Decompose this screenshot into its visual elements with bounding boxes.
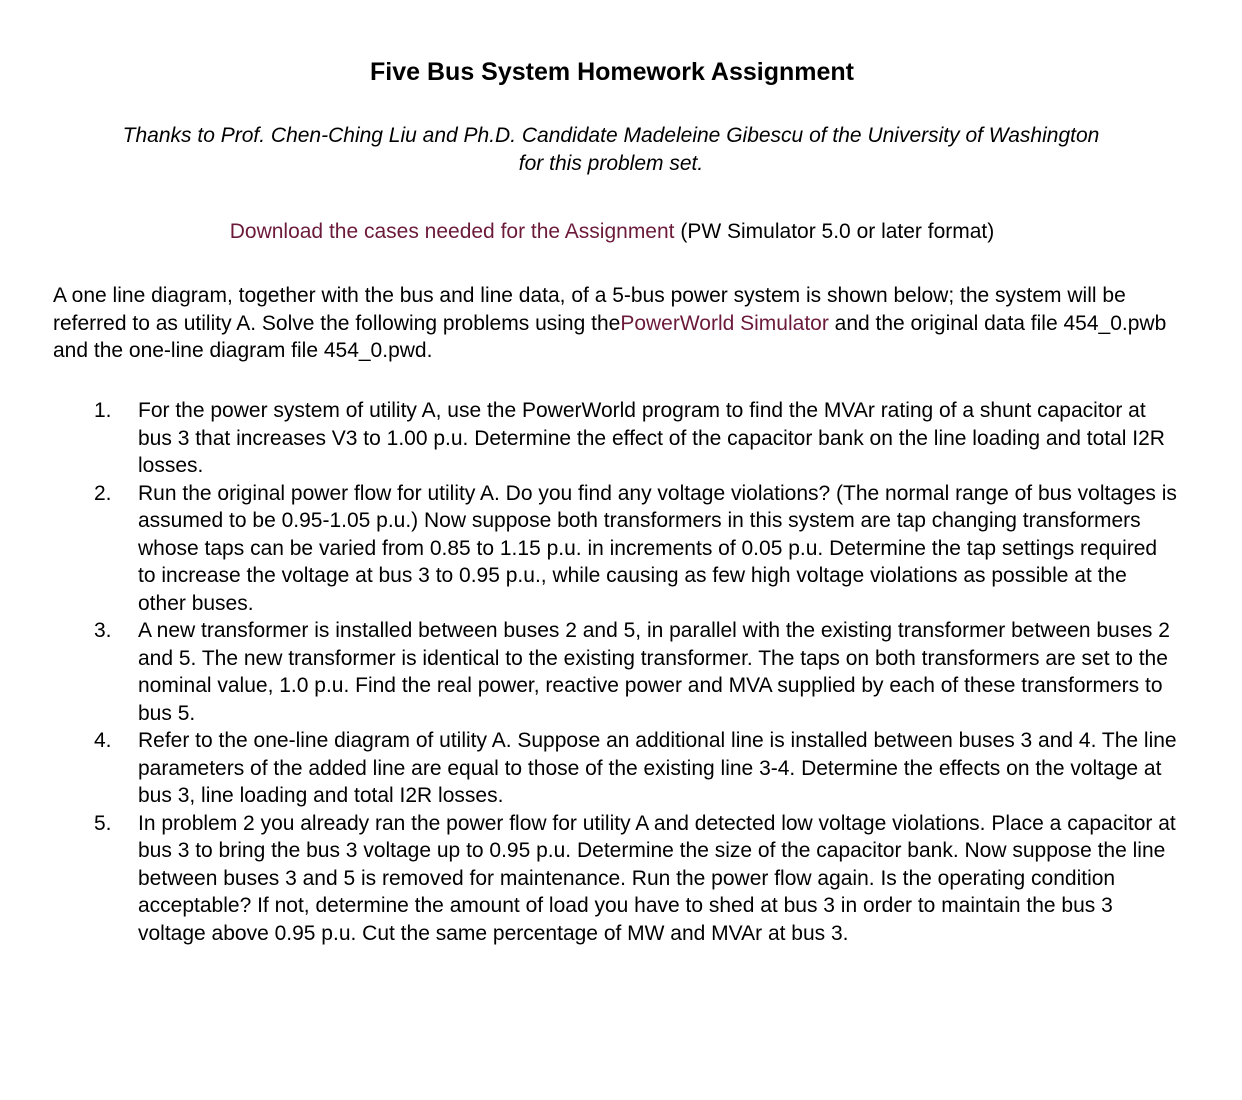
download-format-note: (PW Simulator 5.0 or later format) [674, 220, 995, 243]
problem-text: Run the original power flow for utility A. Do you find any voltage violations? (The normal range of bus voltages is assumed to be 0.95-1.05 p.u.) Now suppose both transformers in this system are tap changing transformers whose taps can be varied from 0.85 to 1.15 p.u. in increments of 0.05 p.u. Determine the tap settings required to increase the voltage at bus 3 to 0.95 p.u., while causing as few high voltage violations as possible at the other buses. [138, 481, 1177, 615]
credits-line-1: Thanks to Prof. Chen-Ching Liu and Ph.D. Candidate Madeleine Gibescu of the University of Washington [122, 124, 1100, 147]
download-line [0, 218, 1224, 246]
problem-number: 1. [94, 399, 112, 422]
credits-note [40, 122, 1182, 178]
problem-item [94, 727, 1178, 810]
problem-item [94, 810, 1178, 948]
download-cases-link[interactable]: Download the cases needed for the Assignment [229, 220, 675, 243]
problem-item [94, 480, 1178, 618]
problem-number: 2. [94, 481, 112, 505]
problem-item [94, 397, 1178, 480]
page-title: Five Bus System Homework Assignment [370, 58, 854, 86]
problem-text: A new transformer is installed between buses 2 and 5, in parallel with the existing transformer between buses 2 and 5. The new transformer is identical to the existing transformer. The taps on both transformers are set to the nominal value, 1.0 p.u. Find the real power, reactive power and MVA supplied by each of these transformers to bus 5. [138, 619, 1170, 725]
intro-text-before-link: A one line diagram, together with the bus and line data, of a 5-bus power system is shown below; the system will be referred to as utility A. Solve the following problems using the [53, 284, 1126, 335]
problem-number: 5. [94, 811, 112, 835]
intro-paragraph [53, 282, 1183, 365]
problem-number: 4. [94, 729, 112, 752]
problem-text: In problem 2 you already ran the power flow for utility A and detected low voltage violations. Place a capacitor at bus 3 to bring the bus 3 voltage up to 0.95 p.u. Determine the size of the capacitor bank. Now suppose the line between buses 3 and 5 is removed for maintenance. Run the power flow again. Is the operating condition acceptable? If not, determine the amount of load you have to shed at bus 3 in order to maintain the bus 3 voltage above 0.95 p.u. Cut the same percentage of MW and MVAr at bus 3. [138, 811, 1176, 945]
problem-text: For the power system of utility A, use the PowerWorld program to find the MVAr rating of a shunt capacitor at bus 3 that increases V3 to 1.00 p.u. Determine the effect of the capacitor bank on the line loading and total I2R losses. [138, 399, 1165, 477]
problem-item [94, 617, 1178, 727]
problem-text: Refer to the one-line diagram of utility A. Suppose an additional line is installed between buses 3 and 4. The line parameters of the added line are equal to those of the existing line 3-4. Determine the effects on the voltage at bus 3, line loading and total I2R losses. [138, 729, 1177, 807]
intro-text-after-link: and the original data file 454_0.pwb and the one-line diagram file 454_0.pwd. [53, 311, 1167, 362]
credits-line-2: for this problem set. [518, 152, 704, 175]
powerworld-simulator-link[interactable]: PowerWorld Simulator [620, 311, 829, 335]
problem-number: 3. [94, 619, 112, 642]
problem-list [94, 397, 1178, 947]
